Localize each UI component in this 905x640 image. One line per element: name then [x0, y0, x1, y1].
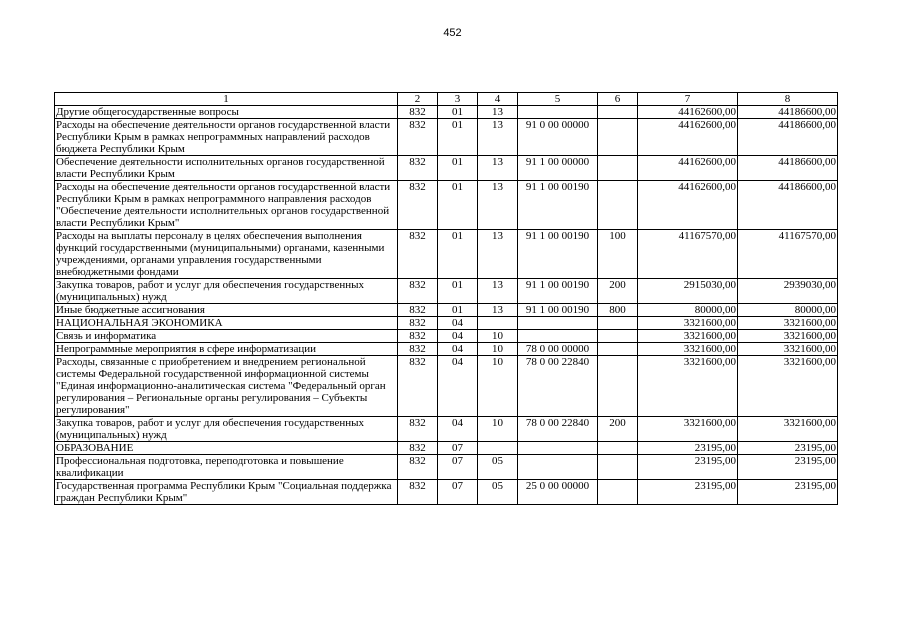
row-amount-year2: 44186600,00 — [738, 181, 838, 230]
table-row — [55, 230, 838, 279]
header-cell: 5 — [518, 93, 598, 106]
row-amount-year1: 3321600,00 — [638, 330, 738, 343]
row-code-section: 07 — [438, 455, 478, 480]
row-code-expense-type — [598, 119, 638, 156]
row-code-subsection — [478, 317, 518, 330]
row-description: Государственная программа Республики Крым "Социальная поддержка граждан Республики Крым" — [55, 480, 398, 505]
row-amount-year2: 23195,00 — [738, 480, 838, 505]
row-code-section: 01 — [438, 279, 478, 304]
row-code-expense-type: 200 — [598, 279, 638, 304]
row-description: Обеспечение деятельности исполнительных органов государственной власти Республики Крым — [55, 156, 398, 181]
table-row — [55, 317, 838, 330]
row-description: ОБРАЗОВАНИЕ — [55, 442, 398, 455]
row-code-target — [518, 330, 598, 343]
table-row — [55, 181, 838, 230]
row-amount-year1: 44162600,00 — [638, 106, 738, 119]
row-code-target — [518, 106, 598, 119]
row-code-expense-type — [598, 106, 638, 119]
row-description: Профессиональная подготовка, переподготовка и повышение квалификации — [55, 455, 398, 480]
row-code-subsection: 05 — [478, 455, 518, 480]
row-code-admin: 832 — [398, 181, 438, 230]
header-cell: 6 — [598, 93, 638, 106]
row-amount-year2: 44186600,00 — [738, 119, 838, 156]
row-code-subsection: 10 — [478, 356, 518, 417]
row-code-expense-type — [598, 356, 638, 417]
row-code-subsection: 13 — [478, 119, 518, 156]
row-amount-year1: 3321600,00 — [638, 417, 738, 442]
row-code-subsection: 10 — [478, 417, 518, 442]
row-code-section: 07 — [438, 480, 478, 505]
header-cell: 1 — [55, 93, 398, 106]
row-code-target: 91 1 00 00190 — [518, 230, 598, 279]
row-code-admin: 832 — [398, 119, 438, 156]
row-code-subsection: 13 — [478, 156, 518, 181]
row-code-section: 01 — [438, 304, 478, 317]
table-row — [55, 356, 838, 417]
row-code-target — [518, 455, 598, 480]
row-code-admin: 832 — [398, 330, 438, 343]
row-code-admin: 832 — [398, 230, 438, 279]
row-amount-year2: 44186600,00 — [738, 106, 838, 119]
row-code-expense-type — [598, 330, 638, 343]
row-code-target: 91 0 00 00000 — [518, 119, 598, 156]
header-cell: 8 — [738, 93, 838, 106]
row-amount-year1: 2915030,00 — [638, 279, 738, 304]
row-description: Закупка товаров, работ и услуг для обеспечения государственных (муниципальных) нужд — [55, 417, 398, 442]
row-code-target: 91 1 00 00000 — [518, 156, 598, 181]
row-description: НАЦИОНАЛЬНАЯ ЭКОНОМИКА — [55, 317, 398, 330]
row-code-expense-type: 100 — [598, 230, 638, 279]
row-code-target: 91 1 00 00190 — [518, 304, 598, 317]
row-code-admin: 832 — [398, 442, 438, 455]
row-amount-year1: 3321600,00 — [638, 317, 738, 330]
row-code-subsection: 13 — [478, 106, 518, 119]
row-amount-year1: 41167570,00 — [638, 230, 738, 279]
row-amount-year1: 44162600,00 — [638, 156, 738, 181]
row-amount-year2: 3321600,00 — [738, 330, 838, 343]
row-code-section: 01 — [438, 119, 478, 156]
row-code-admin: 832 — [398, 455, 438, 480]
row-code-expense-type — [598, 317, 638, 330]
row-code-admin: 832 — [398, 417, 438, 442]
row-amount-year2: 44186600,00 — [738, 156, 838, 181]
row-amount-year1: 23195,00 — [638, 442, 738, 455]
row-code-admin: 832 — [398, 356, 438, 417]
row-description: Иные бюджетные ассигнования — [55, 304, 398, 317]
row-code-target: 91 1 00 00190 — [518, 279, 598, 304]
row-code-target: 78 0 00 22840 — [518, 356, 598, 417]
row-amount-year2: 23195,00 — [738, 442, 838, 455]
row-description: Закупка товаров, работ и услуг для обеспечения государственных (муниципальных) нужд — [55, 279, 398, 304]
row-code-expense-type: 200 — [598, 417, 638, 442]
row-amount-year2: 3321600,00 — [738, 343, 838, 356]
row-code-section: 04 — [438, 343, 478, 356]
row-description: Расходы на обеспечение деятельности органов государственной власти Республики Крым в рамках непрограммных направлений расходов бюджета Республики Крым — [55, 119, 398, 156]
row-code-expense-type — [598, 343, 638, 356]
row-code-section: 01 — [438, 156, 478, 181]
row-code-admin: 832 — [398, 106, 438, 119]
row-amount-year1: 44162600,00 — [638, 119, 738, 156]
row-code-admin: 832 — [398, 156, 438, 181]
row-code-section: 04 — [438, 417, 478, 442]
row-amount-year2: 23195,00 — [738, 455, 838, 480]
row-code-section: 04 — [438, 317, 478, 330]
row-code-expense-type — [598, 156, 638, 181]
row-code-target: 25 0 00 00000 — [518, 480, 598, 505]
row-amount-year1: 3321600,00 — [638, 343, 738, 356]
table-row — [55, 455, 838, 480]
row-code-subsection: 13 — [478, 181, 518, 230]
row-code-section: 01 — [438, 106, 478, 119]
row-description: Непрограммные мероприятия в сфере информатизации — [55, 343, 398, 356]
row-amount-year2: 3321600,00 — [738, 417, 838, 442]
row-code-admin: 832 — [398, 279, 438, 304]
row-amount-year1: 80000,00 — [638, 304, 738, 317]
header-cell: 3 — [438, 93, 478, 106]
row-code-subsection: 13 — [478, 230, 518, 279]
row-description: Связь и информатика — [55, 330, 398, 343]
header-cell: 2 — [398, 93, 438, 106]
row-code-admin: 832 — [398, 317, 438, 330]
row-description: Расходы на обеспечение деятельности органов государственной власти Республики Крым в рамках непрограммного направления расходов "Обеспечение деятельности исполнительных органов государственной власти Республики Крым" — [55, 181, 398, 230]
row-code-section: 04 — [438, 330, 478, 343]
row-code-expense-type — [598, 181, 638, 230]
row-code-admin: 832 — [398, 480, 438, 505]
row-code-target — [518, 317, 598, 330]
row-description: Расходы на выплаты персоналу в целях обеспечения выполнения функций государственными (муниципальными) органами, казенными учреждениями, органами управления государственными внебюджетными фондами — [55, 230, 398, 279]
row-amount-year1: 44162600,00 — [638, 181, 738, 230]
row-amount-year1: 23195,00 — [638, 455, 738, 480]
table-row — [55, 417, 838, 442]
row-amount-year1: 23195,00 — [638, 480, 738, 505]
row-code-expense-type — [598, 480, 638, 505]
row-code-target: 78 0 00 22840 — [518, 417, 598, 442]
row-code-subsection: 13 — [478, 279, 518, 304]
table-row — [55, 442, 838, 455]
table-row — [55, 106, 838, 119]
row-amount-year2: 3321600,00 — [738, 356, 838, 417]
table-row — [55, 330, 838, 343]
row-code-subsection: 10 — [478, 330, 518, 343]
row-code-admin: 832 — [398, 304, 438, 317]
row-code-subsection: 10 — [478, 343, 518, 356]
row-amount-year2: 41167570,00 — [738, 230, 838, 279]
header-cell: 4 — [478, 93, 518, 106]
row-code-target: 78 0 00 00000 — [518, 343, 598, 356]
table-row — [55, 343, 838, 356]
row-code-expense-type — [598, 455, 638, 480]
budget-table — [54, 92, 838, 505]
row-code-section: 07 — [438, 442, 478, 455]
table-row — [55, 480, 838, 505]
table-row — [55, 304, 838, 317]
page-number: 452 — [443, 27, 462, 39]
row-code-section: 01 — [438, 181, 478, 230]
row-code-section: 04 — [438, 356, 478, 417]
table-row — [55, 119, 838, 156]
row-description: Расходы, связанные с приобретением и внедрением региональной системы Федеральной государственной информационной системы "Единая информационно-аналитическая система "Федеральный орган регулирования – Региональные органы регулирования – Субъекты регулирования" — [55, 356, 398, 417]
row-amount-year2: 2939030,00 — [738, 279, 838, 304]
row-amount-year2: 80000,00 — [738, 304, 838, 317]
row-code-admin: 832 — [398, 343, 438, 356]
row-amount-year1: 3321600,00 — [638, 356, 738, 417]
row-code-target — [518, 442, 598, 455]
row-code-subsection — [478, 442, 518, 455]
row-code-target: 91 1 00 00190 — [518, 181, 598, 230]
row-description: Другие общегосударственные вопросы — [55, 106, 398, 119]
table-header-row — [55, 93, 838, 106]
row-code-expense-type: 800 — [598, 304, 638, 317]
table-row — [55, 279, 838, 304]
row-code-expense-type — [598, 442, 638, 455]
row-code-subsection: 13 — [478, 304, 518, 317]
table-row — [55, 156, 838, 181]
row-amount-year2: 3321600,00 — [738, 317, 838, 330]
row-code-subsection: 05 — [478, 480, 518, 505]
row-code-section: 01 — [438, 230, 478, 279]
header-cell: 7 — [638, 93, 738, 106]
